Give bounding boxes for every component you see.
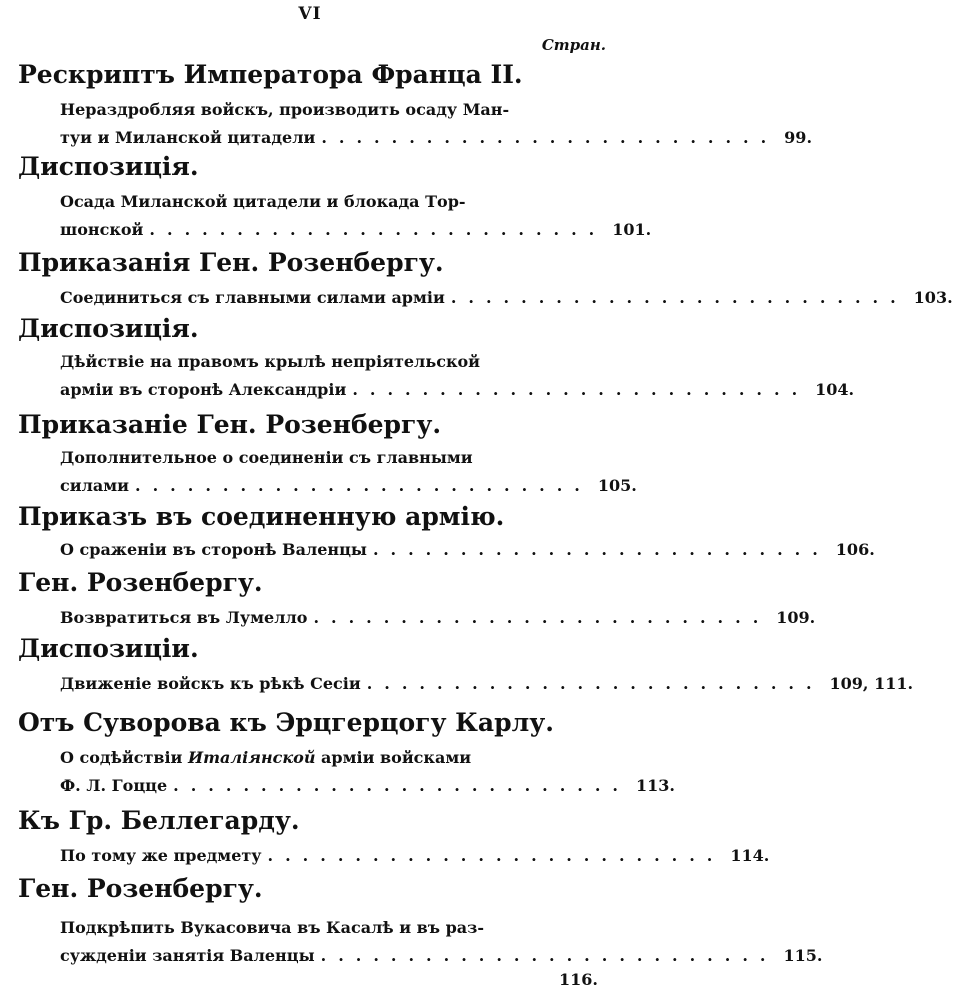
- toc-page-number: 114.: [730, 846, 770, 865]
- toc-entry-text: Ф. Л. Гоцце: [60, 776, 168, 795]
- leader-dots: ..........................: [321, 128, 779, 147]
- toc-heading: Приказаніе Ген. Розенбергу.: [18, 410, 442, 439]
- toc-entry[interactable]: [60, 536, 875, 564]
- toc-entry-text: шонской: [60, 220, 144, 239]
- toc-page-number: 105.: [597, 476, 637, 495]
- leader-dots: ..........................: [450, 288, 908, 307]
- toc-entry-line-italic: Италіянской: [188, 748, 316, 767]
- toc-entry[interactable]: [60, 670, 914, 698]
- toc-entry-text: По тому же предмету: [60, 846, 262, 865]
- toc-entry[interactable]: [60, 842, 770, 870]
- toc-entry-line: Подкрѣпить Вукасовича въ Касалѣ и въ раз-: [60, 918, 484, 937]
- toc-heading: Отъ Суворова къ Эрцгерцогу Карлу.: [18, 708, 554, 737]
- toc-entry-line: Дѣйствіе на правомъ крылѣ непріятельской: [60, 352, 481, 371]
- leader-dots: ..........................: [366, 674, 824, 693]
- leader-dots: ..........................: [135, 476, 592, 495]
- page-number: VI: [298, 4, 322, 24]
- toc-page-number: 106.: [835, 540, 875, 559]
- toc-entry-text: сужденіи занятія Валенцы: [60, 946, 315, 965]
- toc-entry-line-part: О содѣйствіи: [60, 748, 188, 767]
- toc-entry-line: Дополнительное о соединеніи съ главными: [60, 448, 473, 467]
- toc-heading: Ген. Розенбергу.: [18, 874, 263, 903]
- toc-entry-line: Осада Миланской цитадели и блокада Тор-: [60, 192, 466, 211]
- toc-heading: Рескриптъ Императора Франца II.: [18, 60, 523, 89]
- toc-page-number: 113.: [635, 776, 675, 795]
- column-label-pages: Стран.: [541, 36, 606, 54]
- leader-dots: ..........................: [320, 946, 778, 965]
- leader-dots: ..........................: [173, 776, 630, 795]
- toc-page-number: 101.: [612, 220, 652, 239]
- trailing-page-number: 116.: [559, 970, 598, 989]
- toc-page-number: 115.: [783, 946, 823, 965]
- toc-heading: Ген. Розенбергу.: [18, 568, 263, 597]
- leader-dots: ..........................: [313, 608, 771, 627]
- toc-page-number: 103.: [913, 288, 953, 307]
- toc-page-number: 99.: [784, 128, 813, 147]
- toc-entry[interactable]: [60, 444, 637, 500]
- toc-entry[interactable]: [60, 604, 816, 632]
- toc-entry-line: [60, 744, 606, 772]
- leader-dots: ..........................: [372, 540, 830, 559]
- toc-entry-text: Движеніе войскъ къ рѣкѣ Сесіи: [60, 674, 361, 693]
- toc-entry-text: Возвратиться въ Лумелло: [60, 608, 308, 627]
- toc-heading: Диспозиція.: [18, 314, 199, 343]
- toc-entry[interactable]: [60, 744, 675, 800]
- toc-entry-text: силами: [60, 476, 130, 495]
- toc-heading: Приказанія Ген. Розенбергу.: [18, 248, 444, 277]
- toc-heading: Диспозиція.: [18, 152, 199, 181]
- toc-entry-text: арміи въ сторонѣ Александріи: [60, 380, 347, 399]
- toc-entry-line: Нераздробляя войскъ, производить осаду Ман-: [60, 100, 510, 119]
- toc-page-number: 109.: [776, 608, 816, 627]
- toc-heading: Диспозиціи.: [18, 634, 199, 663]
- leader-dots: ..........................: [149, 220, 607, 239]
- toc-entry[interactable]: [60, 284, 953, 312]
- toc-page-number: 109, 111.: [829, 674, 914, 693]
- toc-heading: Приказъ въ соединенную армію.: [18, 502, 505, 531]
- toc-entry-text: О сраженіи въ сторонѣ Валенцы: [60, 540, 367, 559]
- toc-heading: Къ Гр. Беллегарду.: [18, 806, 300, 835]
- toc-entry[interactable]: [60, 188, 652, 244]
- toc-entry-line-part: арміи войсками: [315, 748, 472, 767]
- leader-dots: ..........................: [267, 846, 725, 865]
- toc-entry-text: Соединиться съ главными силами арміи: [60, 288, 445, 307]
- toc-entry[interactable]: [60, 348, 855, 404]
- toc-entry[interactable]: [60, 914, 823, 970]
- toc-entry[interactable]: [60, 96, 813, 152]
- toc-entry-text: туи и Миланской цитадели: [60, 128, 316, 147]
- toc-page-number: 104.: [815, 380, 855, 399]
- leader-dots: ..........................: [352, 380, 810, 399]
